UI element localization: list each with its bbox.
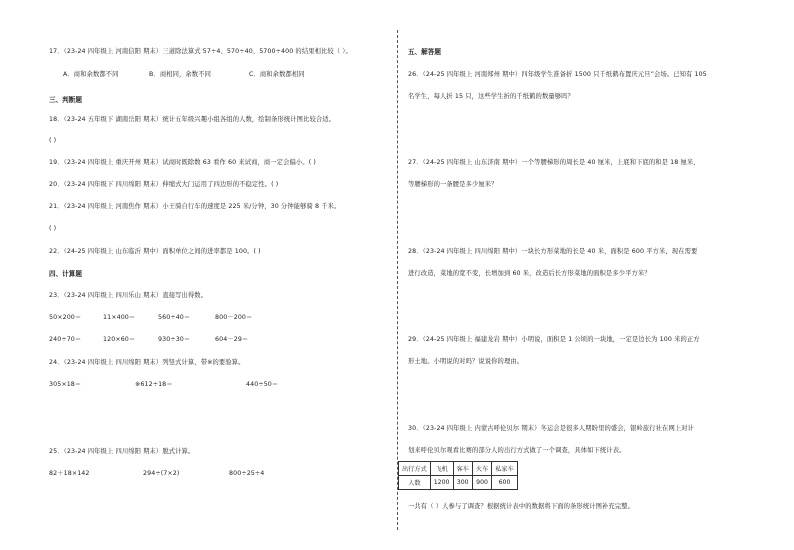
question-17: 17．（23-24 四年级上 河南信阳 期末）三道除法算式 57÷4、570÷40、5700÷400 的结果相比较（ ）。 bbox=[49, 48, 352, 55]
question-26-line-1: 26．（24-25 四年级上 河南郑州 期中）四年级学生准备折 1500 只千纸鹤布置庆元旦”会场。已知有 105 bbox=[408, 71, 707, 78]
question-30-line-2: 划来呼伦贝尔观看比赛的部分人的出行方式做了一个调查，具体如下统计表。 bbox=[408, 447, 626, 454]
q23-r1-c3: 560÷40＝ bbox=[158, 314, 191, 321]
question-30-line-1: 30．（23-24 四年级上 内蒙古呼伦贝尔 期末）冬运会是很多人期盼里的盛会，银岭旅行社在网上对计 bbox=[408, 425, 695, 432]
q17-option-a: A．商和余数都不同 bbox=[63, 71, 119, 78]
table-cell: 1200 bbox=[430, 476, 453, 490]
table-cell: 客车 bbox=[453, 462, 472, 476]
table-cell: 900 bbox=[472, 476, 491, 490]
q24-item-2: ※612÷18＝ bbox=[135, 381, 173, 388]
question-26-line-2: 名学生，每人折 15 只，这些学生折的千纸鹤的数量够吗？ bbox=[408, 93, 574, 100]
q23-r1-c4: 800－200＝ bbox=[215, 314, 253, 321]
section-answer-title: 五、解答题 bbox=[408, 48, 441, 56]
section-calc-title: 四、计算题 bbox=[49, 270, 82, 278]
table-row bbox=[399, 462, 518, 476]
q25-item-1: 82＋18×142 bbox=[49, 470, 90, 477]
question-29-line-1: 29．（24-25 四年级上 福建龙岩 期中）小明说，面积是 1 公顷的一块地，一定是边长为 100 米的正方 bbox=[408, 336, 700, 343]
question-24: 24．（23-24 四年级上 四川绵阳 期末）列竖式计算，带※的要验算。 bbox=[49, 359, 245, 366]
question-27-line-1: 27．（24-25 四年级上 山东济南 期中）一个等腰梯形的周长是 40 厘米，上底和下底的和是 18 厘米， bbox=[408, 159, 700, 166]
question-21: 21．（23-24 四年级上 河南焦作 期末）小王骑自行车的速度是 225 米/分钟，30 分钟能够骑 8 千米。 bbox=[49, 203, 341, 210]
q23-r2-c1: 240÷70＝ bbox=[49, 336, 82, 343]
question-23: 23．（23-24 四年级上 四川乐山 期末）直接写出得数。 bbox=[49, 292, 208, 299]
q24-item-1: 305×18＝ bbox=[49, 381, 82, 388]
q17-option-b: B．商相同，余数不同 bbox=[149, 71, 211, 78]
table-row bbox=[399, 476, 518, 490]
question-22: 22．（24-25 四年级上 山东临沂 期中）面积单位之间的进率都是 100。( ) bbox=[49, 248, 261, 255]
q23-r2-c4: 604－29＝ bbox=[215, 336, 249, 343]
q24-item-3: 440÷50＝ bbox=[246, 381, 279, 388]
table-cell: 私家车 bbox=[492, 462, 518, 476]
table-cell: 600 bbox=[492, 476, 518, 490]
q18-blank: ( ) bbox=[49, 137, 57, 144]
question-28-line-1: 28．（23-24 四年级上 四川绵阳 期中）一块长方形菜地的长是 40 米，面积是 600 平方米，现在需要 bbox=[408, 248, 698, 255]
q23-r2-c3: 930÷30＝ bbox=[158, 336, 191, 343]
section-judgement-title: 三、判断题 bbox=[49, 96, 82, 104]
table-cell: 300 bbox=[453, 476, 472, 490]
question-20: 20．（23-24 四年级下 四川绵阳 期末）伸缩式大门运用了四边形的不稳定性。( ) bbox=[49, 181, 279, 188]
question-28-line-2: 进行改造，菜地的宽不变，长增加到 60 米，改造后长方形菜地的面积是多少平方米？ bbox=[408, 270, 651, 277]
travel-stats-table bbox=[398, 461, 518, 490]
q17-option-c: C．商和余数都相同 bbox=[249, 71, 305, 78]
question-29-line-2: 形土地。小明说的对吗？说说你的理由。 bbox=[408, 358, 524, 365]
column-divider bbox=[397, 30, 398, 530]
q25-item-2: 294÷(7×2) bbox=[143, 470, 180, 477]
table-cell: 人数 bbox=[399, 476, 431, 490]
q25-item-3: 800÷25÷4 bbox=[229, 470, 265, 477]
question-25: 25．（23-24 四年级上 四川绵阳 期末）脱式计算。 bbox=[49, 448, 195, 455]
q23-r1-c2: 11×400＝ bbox=[103, 314, 136, 321]
table-cell: 火车 bbox=[472, 462, 491, 476]
question-27-line-2: 等腰梯形的一条腰是多少厘米？ bbox=[408, 181, 498, 188]
q21-blank: ( ) bbox=[49, 225, 57, 232]
question-18: 18．（23-24 五年级下 湖南岳阳 期末）统计五年级兴趣小组各组的人数，绘制条形统计图比较合适。 bbox=[49, 116, 336, 123]
q23-r2-c2: 120×60＝ bbox=[103, 336, 136, 343]
table-cell: 飞机 bbox=[430, 462, 453, 476]
question-19: 19．（23-24 四年级上 重庆开州 期末）试商时既除数 63 看作 60 来试商，商一定会偏小。( ) bbox=[49, 159, 316, 166]
question-30-line-3: 一共有（ ）人参与了调查？根据统计表中的数据将下面的条形统计图补充完整。 bbox=[408, 503, 634, 510]
q23-r1-c1: 50×200＝ bbox=[49, 314, 82, 321]
table-cell: 出行方式 bbox=[399, 462, 431, 476]
